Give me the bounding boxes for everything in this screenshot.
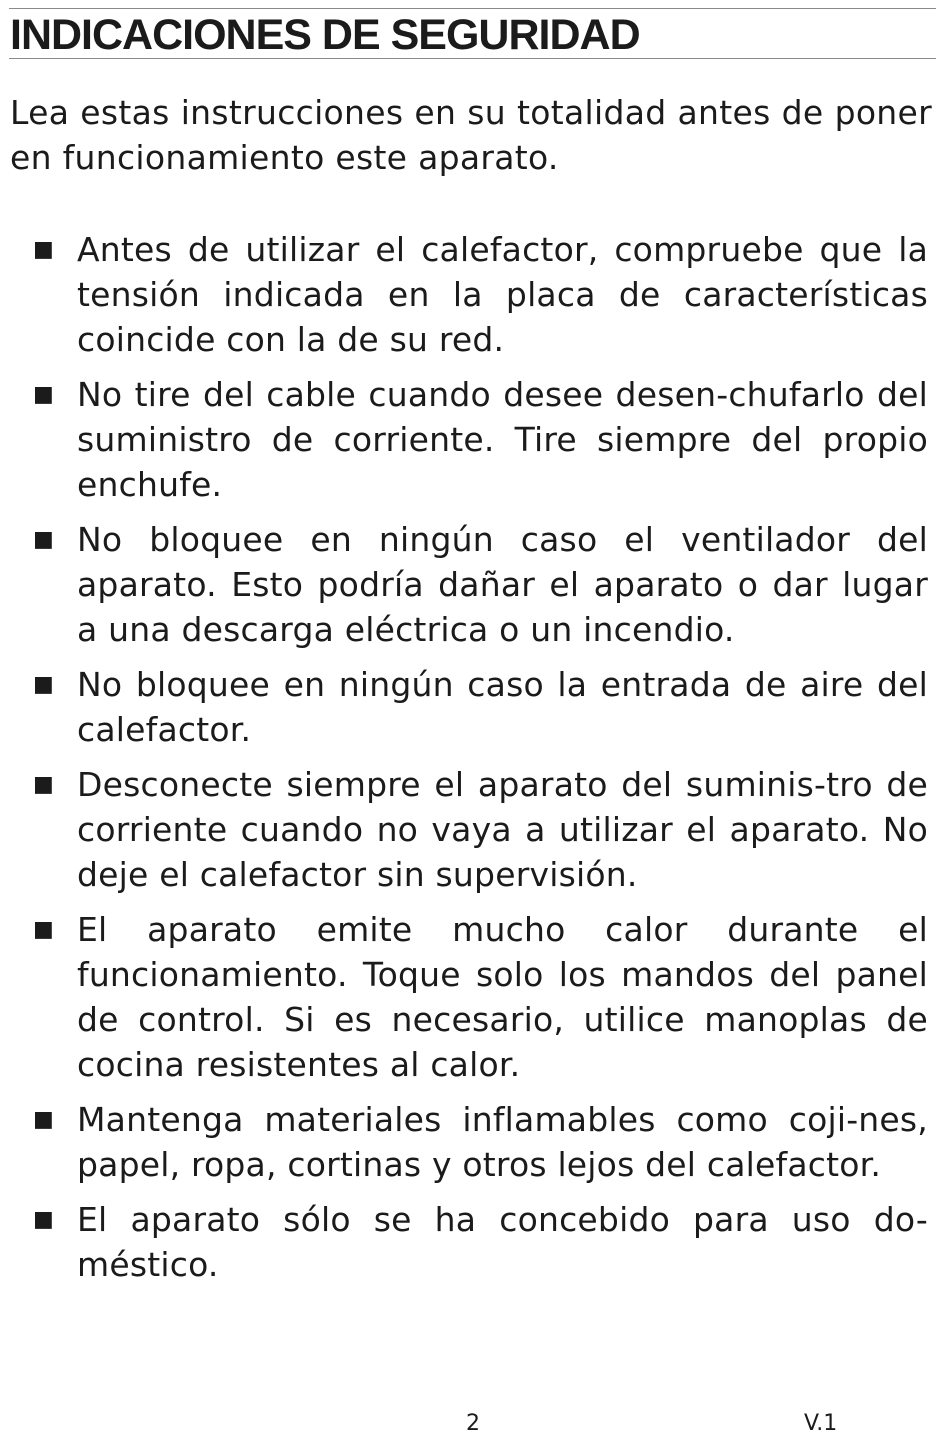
list-item bbox=[0, 662, 950, 752]
list-item bbox=[0, 227, 950, 362]
list-item bbox=[0, 762, 950, 897]
list-item bbox=[0, 517, 950, 652]
list-item-text: El aparato sólo se ha concebido para uso do-méstico. bbox=[77, 1200, 928, 1284]
bullet-square-icon: ■ bbox=[33, 772, 54, 797]
page-number: 2 bbox=[466, 1411, 480, 1436]
title-underline bbox=[9, 58, 936, 59]
bullet-square-icon: ■ bbox=[33, 1107, 54, 1132]
list-item-text: No tire del cable cuando desee desen-chufarlo del suministro de corriente. Tire siempre del propio enchufe. bbox=[77, 375, 928, 504]
list-item bbox=[0, 1097, 950, 1187]
bullet-square-icon: ■ bbox=[33, 1207, 54, 1232]
bullet-square-icon: ■ bbox=[33, 917, 54, 942]
bullet-square-icon: ■ bbox=[33, 672, 54, 697]
list-item-text: El aparato emite mucho calor durante el funcionamiento. Toque solo los mandos del panel de control. Si es necesario, utilice manoplas de cocina resistentes al calor. bbox=[77, 910, 928, 1084]
list-item bbox=[0, 372, 950, 507]
intro-paragraph: Lea estas instrucciones en su totalidad antes de poner en funcionamiento este aparato. bbox=[10, 93, 932, 177]
list-item-text: Mantenga materiales inflamables como coji-nes, papel, ropa, cortinas y otros lejos del calefactor. bbox=[77, 1100, 928, 1184]
page-title: INDICACIONES DE SEGURIDAD bbox=[10, 11, 640, 59]
list-item bbox=[0, 1197, 950, 1287]
bullet-square-icon: ■ bbox=[33, 382, 54, 407]
list-item-text: No bloquee en ningún caso la entrada de aire del calefactor. bbox=[77, 665, 928, 749]
list-item-text: Desconecte siempre el aparato del suminis-tro de corriente cuando no vaya a utilizar el aparato. No deje el calefactor sin supervisión. bbox=[77, 765, 928, 894]
bullet-square-icon: ■ bbox=[33, 527, 54, 552]
list-item-text: No bloquee en ningún caso el ventilador del aparato. Esto podría dañar el aparato o dar lugar a una descarga eléctrica o un incendio. bbox=[77, 520, 928, 649]
top-rule bbox=[9, 8, 936, 9]
bullet-square-icon: ■ bbox=[33, 237, 54, 262]
version-label: V.1 bbox=[804, 1411, 838, 1436]
list-item-text: Antes de utilizar el calefactor, compruebe que la tensión indicada en la placa de características coincide con la de su red. bbox=[77, 230, 928, 359]
safety-list bbox=[0, 227, 950, 1297]
list-item bbox=[0, 907, 950, 1087]
